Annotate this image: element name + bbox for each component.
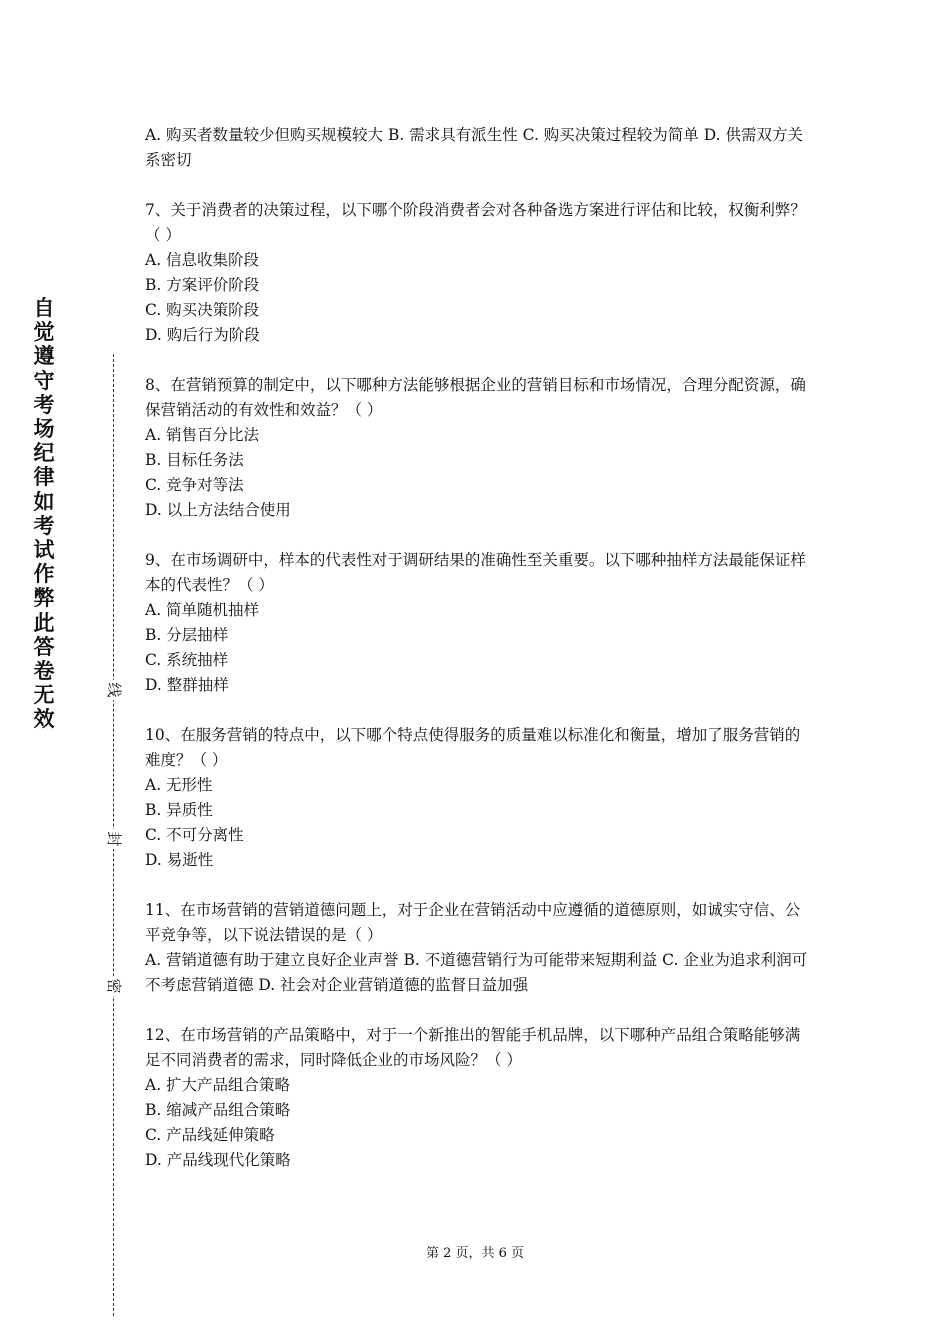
cut-label-seal: 封 bbox=[104, 829, 124, 849]
question-options-inline: A. 购买者数量较少但购买规模较大 B. 需求具有派生性 C. 购买决策过程较为简单 D. 供需双方关系密切 bbox=[145, 126, 803, 169]
exam-warning: 自觉遵守考场纪律如考试作弊此答卷无效 bbox=[33, 296, 55, 732]
option-b: B. 方案评价阶段 bbox=[145, 276, 260, 294]
option-c: C. 购买决策阶段 bbox=[145, 301, 260, 319]
question-options-inline: A. 营销道德有助于建立良好企业声誉 B. 不道德营销行为可能带来短期利益 C. 企业为追求利润可不考虑营销道德 D. 社会对企业营销道德的监督日益加强 bbox=[145, 951, 808, 994]
question-12 bbox=[145, 1023, 810, 1173]
option-a: A. 无形性 bbox=[145, 776, 213, 794]
option-c: C. 产品线延伸策略 bbox=[145, 1126, 275, 1144]
option-b: B. 目标任务法 bbox=[145, 451, 244, 469]
question-list bbox=[145, 123, 810, 1173]
option-a: A. 销售百分比法 bbox=[145, 426, 260, 444]
option-c: C. 不可分离性 bbox=[145, 826, 244, 844]
question-6-tail bbox=[145, 123, 810, 173]
question-stem: 8、在营销预算的制定中，以下哪种方法能够根据企业的营销目标和市场情况，合理分配资源，确保营销活动的有效性和效益？（ ） bbox=[145, 376, 806, 419]
question-8 bbox=[145, 373, 810, 523]
option-c: C. 竞争对等法 bbox=[145, 476, 244, 494]
option-d: D. 易逝性 bbox=[145, 851, 214, 869]
option-c: C. 系统抽样 bbox=[145, 651, 229, 669]
option-d: D. 整群抽样 bbox=[145, 676, 229, 694]
cut-label-secret: 密 bbox=[104, 976, 124, 996]
option-d: D. 购后行为阶段 bbox=[145, 326, 260, 344]
question-7 bbox=[145, 198, 810, 348]
option-a: A. 扩大产品组合策略 bbox=[145, 1076, 291, 1094]
question-stem: 7、关于消费者的决策过程，以下哪个阶段消费者会对各种备选方案进行评估和比较，权衡利弊？（ ） bbox=[145, 201, 806, 244]
option-a: A. 简单随机抽样 bbox=[145, 601, 260, 619]
question-stem: 12、在市场营销的产品策略中，对于一个新推出的智能手机品牌，以下哪种产品组合策略能够满足不同消费者的需求，同时降低企业的市场风险？（ ） bbox=[145, 1026, 801, 1069]
option-d: D. 以上方法结合使用 bbox=[145, 501, 291, 519]
question-stem: 11、在市场营销的营销道德问题上，对于企业在营销活动中应遵循的道德原则，如诚实守信、公平竞争等，以下说法错误的是（ ） bbox=[145, 901, 801, 944]
question-stem: 9、在市场调研中，样本的代表性对于调研结果的准确性至关重要。以下哪种抽样方法最能保证样本的代表性？（ ） bbox=[145, 551, 806, 594]
question-9 bbox=[145, 548, 810, 698]
page-number: 第 2 页，共 6 页 bbox=[425, 1246, 525, 1261]
option-b: B. 分层抽样 bbox=[145, 626, 229, 644]
option-d: D. 产品线现代化策略 bbox=[145, 1151, 291, 1169]
question-stem: 10、在服务营销的特点中，以下哪个特点使得服务的质量难以标准化和衡量，增加了服务营销的难度？（ ） bbox=[145, 726, 801, 769]
question-10 bbox=[145, 723, 810, 873]
option-b: B. 缩减产品组合策略 bbox=[145, 1101, 291, 1119]
option-a: A. 信息收集阶段 bbox=[145, 251, 260, 269]
option-b: B. 异质性 bbox=[145, 801, 213, 819]
question-11 bbox=[145, 898, 810, 998]
cut-label-line: 线 bbox=[104, 680, 124, 700]
